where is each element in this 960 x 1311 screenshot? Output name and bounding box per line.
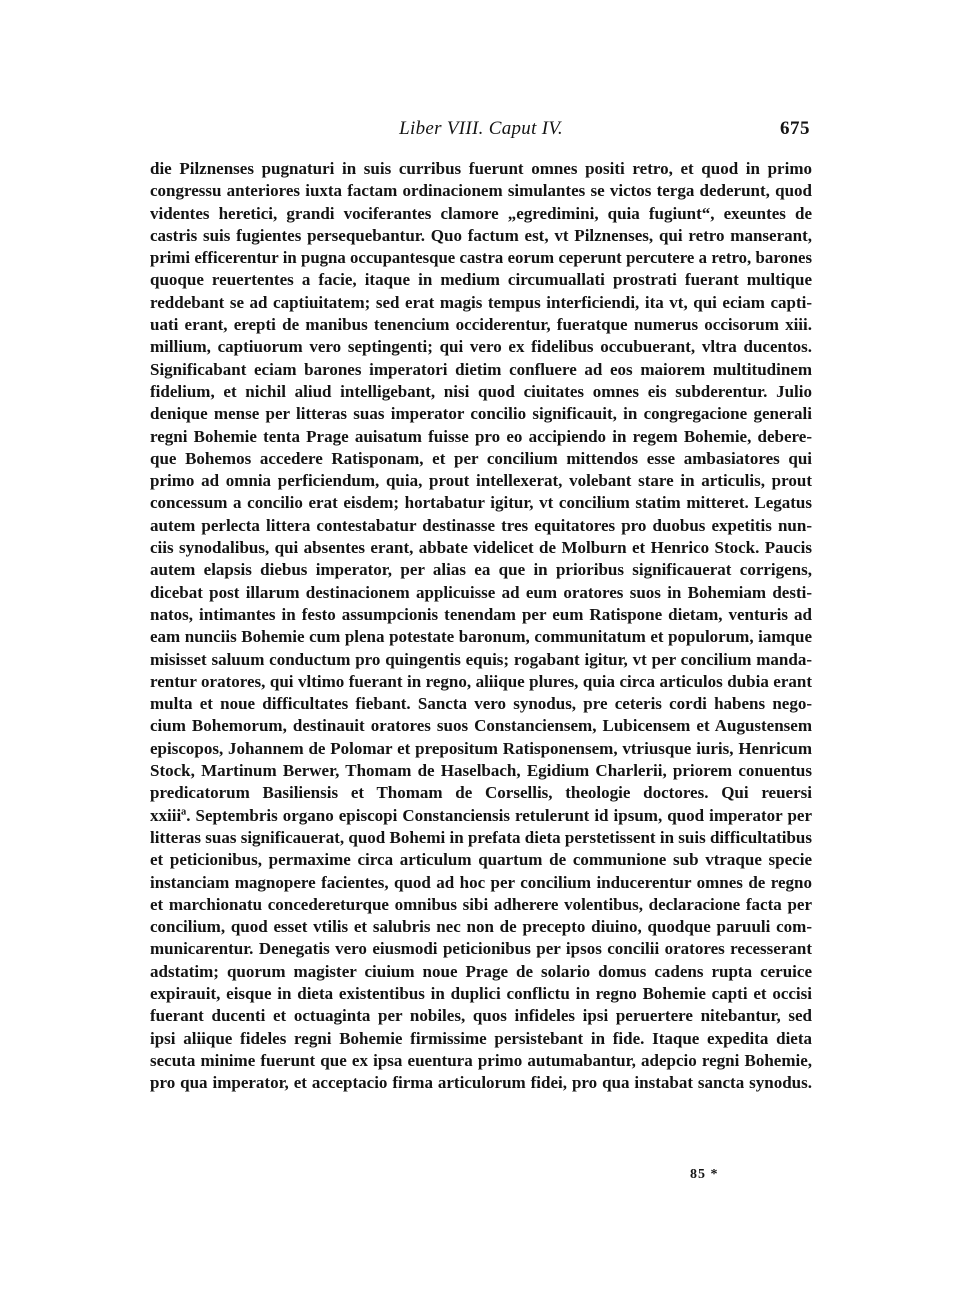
text-line: natos, intimantes in festo assumpcionis tenendam per eum Ratispone dietam, venturis ad [150,604,812,624]
text-line: autem perlecta littera contestabatur destinasse tres equitatores pro duobus expetitis nun- [150,515,812,535]
text-line: municarentur. Denegatis vero eiusmodi peticionibus per ipsos concilii oratores recesserant [150,939,812,959]
text-line: millium, captiuorum vero septingenti; qui vero ex fidelibus occubuerant, vltra ducentos. [150,337,812,357]
text-line: uati erant, erepti de manibus tenencium occiderentur, fueratque numerus occisorum xiii. [150,315,812,335]
text-line: ipsi aliique fideles regni Bohemie firmissime persistebant in fide. Itaque expedita dieta [150,1028,812,1048]
text-line: autem elapsis diebus imperator, per alias ea que in prioribus significauerat corrigens, [150,560,812,580]
text-line: primo ad omnia perficiendum, quia, prout intellexerat, volebant stare in articulis, prout [150,471,812,491]
signature-mark: 85 * [690,1167,719,1182]
text-line: cium Bohemorum, destinauit oratores suos Constanciensem, Lubicensem et Augustensem [150,716,812,736]
text-line: castris suis fugientes persequebantur. Quo factum est, vt Pilznenses, qui retro manserant, [150,225,812,245]
text-line: episcopos, Johannem de Polomar et prepositum Ratisponensem, vtriusque iuris, Henricum [150,738,812,758]
text-line: predicatorum Basiliensis et Thomam de Corsellis, theologie doctores. Qui reuersi [150,783,812,803]
text-line: rentur oratores, qui vltimo fuerant in regno, aliique plures, quia circa articulos dubia erant [150,671,812,691]
text-line: reddebant se ad captiuitatem; sed erat magis tempus interficiendi, ita vt, qui eciam capti- [150,292,812,312]
text-line: et peticionibus, permaxime circa articulum quartum de communione sub vtraque specie [150,850,812,870]
text-line: fuerant ducenti et octuaginta per nobiles, quos infideles ipsi peruertere nitebantur, sed [150,1006,812,1026]
text-line: videntes heretici, grandi vociferantes clamore „egredimini, quia fugiunt“, exeuntes de [150,203,812,223]
text-line: denique mense per litteras suas imperator concilio significauit, in congregacione generali [150,404,812,424]
text-line: quoque reuertentes a facie, itaque in medium circumuallati prostrati fuerant multique [150,270,812,290]
text-line: misisset saluum conductum pro quingentis equis; rogabant igitur, vt per concilium manda- [150,649,812,669]
text-line: expirauit, eisque in dieta existentibus in duplici conflictu in regno Bohemie capti et occisi [150,983,812,1003]
text-line: xxiiiª. Septembris organo episcopi Constanciensis retulerunt id ipsum, quod imperator per [150,805,812,825]
text-line: multa et noue difficultates fiebant. Sancta vero synodus, pre ceteris cordi habens nego- [150,694,812,714]
text-line: adstatim; quorum magister ciuium noue Prage de solario domus cadens rupta ceruice [150,961,812,981]
text-line: que Bohemos accedere Ratisponam, et per concilium mittendos esse ambasiatores qui [150,448,812,468]
text-line: regni Bohemie tenta Prage auisatum fuisse pro eo accipiendo in regem Bohemie, debere- [150,426,812,446]
text-line: eam nunciis Bohemie cum plena potestate baronum, communitatum et populorum, iamque [150,627,812,647]
text-line: primi efficerentur in pugna occupantesque castra eorum ceperunt percutere a retro, barones [150,248,812,268]
text-line: concessum a concilio erat eisdem; hortabatur igitur, vt concilium statim mitteret. Legatus [150,493,812,513]
text-line: Stock, Martinum Berwer, Thomam de Haselbach, Egidium Charlerii, priorem conuentus [150,761,812,781]
text-line: litteras suas significauerat, quod Bohemi in prefata dieta perstetissent in suis difficultatibus [150,827,812,847]
running-title: Liber VIII. Caput IV. [399,118,563,139]
text-line: ciis synodalibus, qui absentes erant, abbate videlicet de Molburn et Henrico Stock. Paucis [150,538,812,558]
body-text [150,158,812,1094]
text-line: instanciam magnopere facientes, quod ad hoc per concilium inducerentur omnes de regno [150,872,812,892]
text-line: fidelium, et nichil aliud intelligebant, nisi quod ciuitates omnes eis subderentur. Julio [150,381,812,401]
text-line: dicebat post illarum destinacionem applicuisse ad eum oratores suos in Bohemiam desti- [150,582,812,602]
text-line: et marchionatu concedereturque omnibus sibi adherere volentibus, declaracione facta per [150,894,812,914]
text-line: Significabant eciam barones imperatori dietim confluere ad eos maiorem multitudinem [150,359,812,379]
text-line: congressu anteriores iuxta factam ordinacionem simulantes se victos terga dederunt, quod [150,181,812,201]
running-head [150,118,812,142]
text-line: die Pilznenses pugnaturi in suis curribus fuerunt omnes positi retro, et quod in primo [150,159,812,178]
page-number: 675 [780,118,810,139]
text-line: secuta minime fuerunt que ex ipsa euentura primo autumabantur, adepcio regni Bohemie, [150,1050,812,1070]
text-line: pro qua imperator, et acceptacio firma articulorum fidei, pro qua instabat sancta synodus. [150,1073,812,1093]
text-line: concilium, quod esset vtilis et salubris nec non de precepto diuino, quodque paruuli com- [150,917,812,937]
